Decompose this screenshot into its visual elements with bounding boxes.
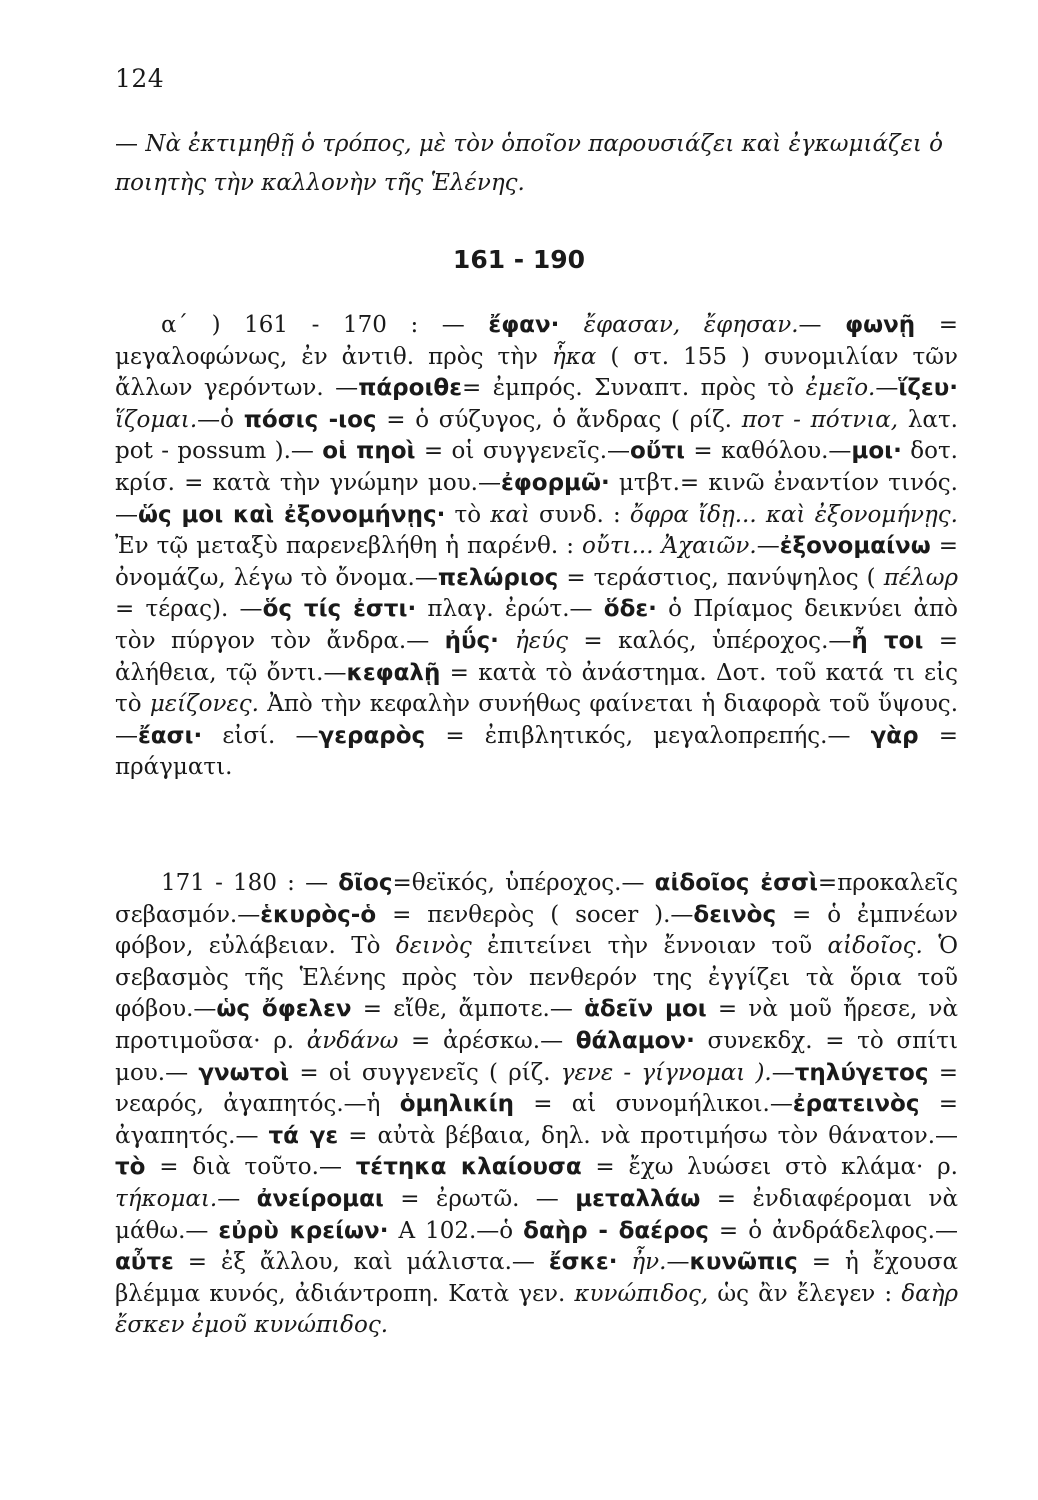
gloss-text: = αὐτὰ βέβαια, δηλ. νὰ προτιμήσω τὸν θάνατον.—	[338, 1122, 959, 1149]
italic-form: ὄφρα ἴδῃ... καὶ ἐξονομήνῃς.	[629, 501, 958, 528]
lemma-term: ἁδεῖν μοι	[584, 996, 707, 1023]
gloss-text: —ὁ	[197, 406, 244, 433]
lemma-term: ἐρατεινὸς	[792, 1091, 920, 1118]
gloss-text: = μεγαλοφώνως, ἐν ἀντιθ. πρὸς τὴν	[115, 312, 958, 370]
gloss-text	[617, 1249, 631, 1275]
lemma-term: θάλαμον·	[575, 1027, 695, 1054]
gloss-text: =θεϊκός, ὑπέροχος.—	[392, 870, 655, 896]
italic-form: μείζονες.	[149, 691, 259, 718]
lemma-term: μεταλλάω	[575, 1185, 701, 1212]
lemma-term: ὅδε·	[603, 596, 657, 623]
gloss-text: = ἀλήθεια, τῷ ὄντι.—	[115, 627, 958, 686]
lemma-term: ἔσκε·	[548, 1249, 618, 1276]
italic-form: δεινὸς	[395, 933, 472, 960]
lemma-term: τὸ	[115, 1154, 146, 1181]
gloss-text: —	[666, 1249, 690, 1276]
lemma-term: ὅς τίς ἐστι·	[262, 596, 417, 623]
gloss-text: ἐπιτείνει τὴν ἔννοιαν τοῦ	[471, 933, 828, 960]
gloss-text: συνδ. :	[529, 501, 630, 528]
italic-form: αἰδοῖος.	[827, 933, 923, 960]
gloss-text: Ἀπὸ τὴν κεφαλὴν συνήθως φαίνεται ἡ διαφορὰ τοῦ ὕψους.—	[115, 691, 959, 749]
lemma-term: μοι·	[851, 438, 902, 465]
lemma-term: ἐξονομαίνω	[779, 533, 931, 560]
gloss-text: = πενθερὸς ( socer ).—	[376, 901, 694, 928]
italic-form: οὔτι... Ἀχαιῶν.	[582, 533, 757, 560]
gloss-text: = ἐνδιαφέρομαι νὰ μάθω.—	[115, 1185, 958, 1244]
lemma-term: δαὴρ - δαέρος	[523, 1217, 709, 1244]
gloss-text: ( στ. 155 ) συνομιλίαν τῶν ἄλλων γερόντων. —	[115, 343, 958, 402]
commentary-section-161-170	[115, 310, 958, 784]
lemma-term: κυνῶπις	[689, 1249, 798, 1276]
lemma-term: τέτηκα κλαίουσα	[355, 1154, 582, 1181]
gloss-text: εἰσί. —	[202, 722, 319, 749]
intro-text: Νὰ ἐκτιμηθῇ ὁ τρόπος, μὲ τὸν ὁποῖον παρουσιάζει καὶ ἐγκωμιάζει ὁ ποιητὴς τὴν καλλονὴν τῆς Ἑλένης.	[115, 131, 944, 196]
gloss-text: = εἴθε, ἄμποτε.—	[351, 996, 585, 1023]
gloss-text: = ἐξ ἄλλου, καὶ μάλιστα.—	[173, 1249, 549, 1276]
italic-form: κυνώπιδος,	[574, 1280, 709, 1307]
gloss-text: = αἱ συνομήλικοι.—	[513, 1091, 793, 1118]
lemma-term: γὰρ	[870, 722, 919, 749]
gloss-text: ὡς ἂν ἔλεγεν :	[708, 1280, 902, 1307]
gloss-text: —	[756, 533, 780, 560]
gloss-text: = καλός, ὑπέροχος.—	[568, 627, 852, 654]
commentary-paragraph	[115, 310, 958, 784]
italic-form: ποτ - πότνια,	[741, 406, 899, 433]
lemma-term: ἔφαν·	[488, 312, 584, 338]
gloss-text: δοτ. κρίσ. = κατὰ τὴν γνώμην μου.—	[115, 438, 958, 496]
gloss-text: α΄ ) 161 - 170 : —	[161, 312, 489, 338]
italic-form: τήκομαι.	[115, 1185, 218, 1212]
lemma-term: πελώριος	[437, 564, 559, 591]
gloss-text: Ἐν τῷ μεταξὺ παρενεβλήθη ἡ παρένθ. :	[115, 533, 583, 560]
gloss-text: = τέρας). —	[115, 596, 263, 623]
gloss-text: = ἔχω λυώσει στὸ κλάμα· ρ.	[581, 1154, 958, 1181]
gloss-text: = οἱ συγγενεῖς ( ρίζ.	[289, 1059, 561, 1086]
lemma-term: ἔασι·	[138, 722, 203, 749]
italic-form: ἔφασαν, ἔφησαν.	[583, 312, 799, 338]
gloss-text: = ὁ ἐμπνέων φόβον, εὐλάβειαν. Τὸ	[115, 901, 958, 960]
gloss-text: ὁ Πρίαμος δεικνύει ἀπὸ τὸν πύργον τὸν ἄνδρα.—	[115, 596, 958, 654]
gloss-text: = ἐρωτῶ. —	[383, 1185, 576, 1212]
lemma-term: ἑκυρὸς-ὁ	[260, 901, 377, 928]
gloss-text: τὸ	[445, 501, 491, 528]
lemma-term: αἰδοῖος ἐσσὶ	[654, 870, 818, 896]
lemma-term: τά γε	[268, 1122, 339, 1149]
gloss-text: = τεράστιος, πανύψηλος (	[558, 564, 884, 591]
gloss-text: —	[875, 375, 899, 402]
lemma-term: ἠΰς·	[444, 627, 516, 654]
italic-form: ἧκα	[551, 343, 597, 370]
gloss-text: = ὁ ἀνδράδελφος.—	[708, 1217, 958, 1244]
lemma-term: γεραρὸς	[318, 722, 426, 749]
lemma-term: οἱ πηοὶ	[322, 438, 416, 465]
gloss-text: 171 - 180 : —	[161, 870, 339, 896]
gloss-text: Α 102.—ὁ	[388, 1217, 524, 1244]
intro-exercise: — Νὰ ἐκτιμηθῇ ὁ τρόπος, μὲ τὸν ὁποῖον παρουσιάζει καὶ ἐγκωμιάζει ὁ ποιητὴς τὴν καλλονὴν τῆς Ἑλένης.	[115, 131, 944, 196]
gloss-text: = οἱ συγγενεῖς.—	[415, 438, 631, 465]
commentary-paragraph	[115, 868, 958, 1342]
gloss-text: μτβτ.= κινῶ ἐναντίον τινός.—	[115, 469, 958, 528]
lemma-term: γνωτοὶ	[198, 1059, 290, 1086]
lemma-term: ἵζευ·	[898, 375, 958, 402]
gloss-text: = ἡ ἔχουσα βλέμμα κυνός, ἀδιάντροπη. Κατὰ γεν.	[115, 1249, 959, 1307]
lemma-term: ἐφορμῶ·	[501, 469, 610, 496]
gloss-text: =προκαλεῖς σεβασμόν.—	[115, 870, 958, 928]
page-number: 124	[115, 64, 165, 93]
italic-form: δαὴρ ἔσκεν ἐμοῦ κυνώπιδος.	[115, 1280, 958, 1339]
gloss-text: = ἐπιβλητικός, μεγαλοπρεπής.—	[425, 722, 871, 749]
lemma-term: ὥς μοι καὶ ἐξονομήνῃς·	[138, 501, 446, 528]
gloss-text: —	[771, 1059, 795, 1086]
lemma-term: πόσις -ιος	[243, 406, 377, 433]
gloss-text: = ὁ σύζυγος, ὁ ἄνδρας ( ρίζ.	[376, 406, 742, 433]
lemma-term: ὡς ὄφελεν	[216, 996, 352, 1023]
gloss-text: = ὀνομάζω, λέγω τὸ ὄνομα.—	[115, 533, 958, 591]
italic-form: γενε - γίγνομαι ).	[560, 1059, 772, 1086]
italic-form: ἵζομαι.	[115, 406, 198, 433]
gloss-text: = ἐμπρός. Συναπτ. πρὸς τὸ	[462, 375, 806, 402]
gloss-text: = καθόλου.—	[685, 438, 852, 465]
gloss-text: = διὰ τοῦτο.—	[145, 1154, 356, 1181]
gloss-text: —	[798, 312, 846, 338]
gloss-text: συνεκδχ. = τὸ σπίτι μου.—	[115, 1027, 958, 1086]
gloss-text: Ὁ σεβασμὸς τῆς Ἑλένης πρὸς τὸν πενθερόν της ἐγγίζει τὰ ὅρια τοῦ φόβου.—	[115, 933, 958, 1023]
italic-form: ἐμεῖο.	[805, 375, 876, 402]
gloss-text: = νεαρός, ἀγαπητός.—ἡ	[115, 1059, 958, 1118]
lemma-term: πάροιθε	[358, 375, 463, 402]
lemma-term: αὖτε	[115, 1249, 174, 1276]
italic-form: ἦν.	[631, 1249, 667, 1276]
italic-form: ἀνδάνω	[306, 1027, 399, 1054]
gloss-text: = κατὰ τὸ ἀνάστημα. Δοτ. τοῦ κατά τι εἰς τὸ	[115, 659, 958, 718]
lines-range-heading: 161 - 190	[452, 245, 586, 274]
italic-form: καὶ	[490, 501, 530, 528]
lemma-term: φωνῇ	[845, 312, 916, 338]
gloss-text: = ἀρέσκω.—	[398, 1027, 576, 1054]
lemma-term: ὁμηλικίη	[399, 1091, 514, 1118]
gloss-text: λατ. pot - possum ).—	[115, 406, 958, 465]
lemma-term: εὐρὺ κρείων·	[218, 1217, 389, 1244]
gloss-text: = πράγματι.	[115, 722, 959, 781]
gloss-text: —	[217, 1185, 257, 1212]
lemma-term: κεφαλῇ	[346, 659, 441, 686]
commentary-section-171-180	[115, 868, 958, 1342]
gloss-text: = ἀγαπητός.—	[115, 1091, 958, 1149]
lemma-term: τηλύγετος	[794, 1059, 929, 1086]
gloss-text: πλαγ. ἐρώτ.—	[416, 596, 604, 623]
italic-form: πέλωρ	[883, 564, 958, 591]
lemma-term: δῖος	[338, 870, 393, 896]
gloss-text: = νὰ μοῦ ἤρεσε, νὰ προτιμοῦσα· ρ.	[115, 996, 958, 1054]
lemma-term: οὔτι	[630, 438, 686, 465]
lemma-term: ἦ τοι	[851, 627, 924, 654]
lemma-term: ἀνείρομαι	[256, 1185, 384, 1212]
italic-form: ἠεύς	[515, 627, 569, 654]
lemma-term: δεινὸς	[693, 901, 777, 928]
